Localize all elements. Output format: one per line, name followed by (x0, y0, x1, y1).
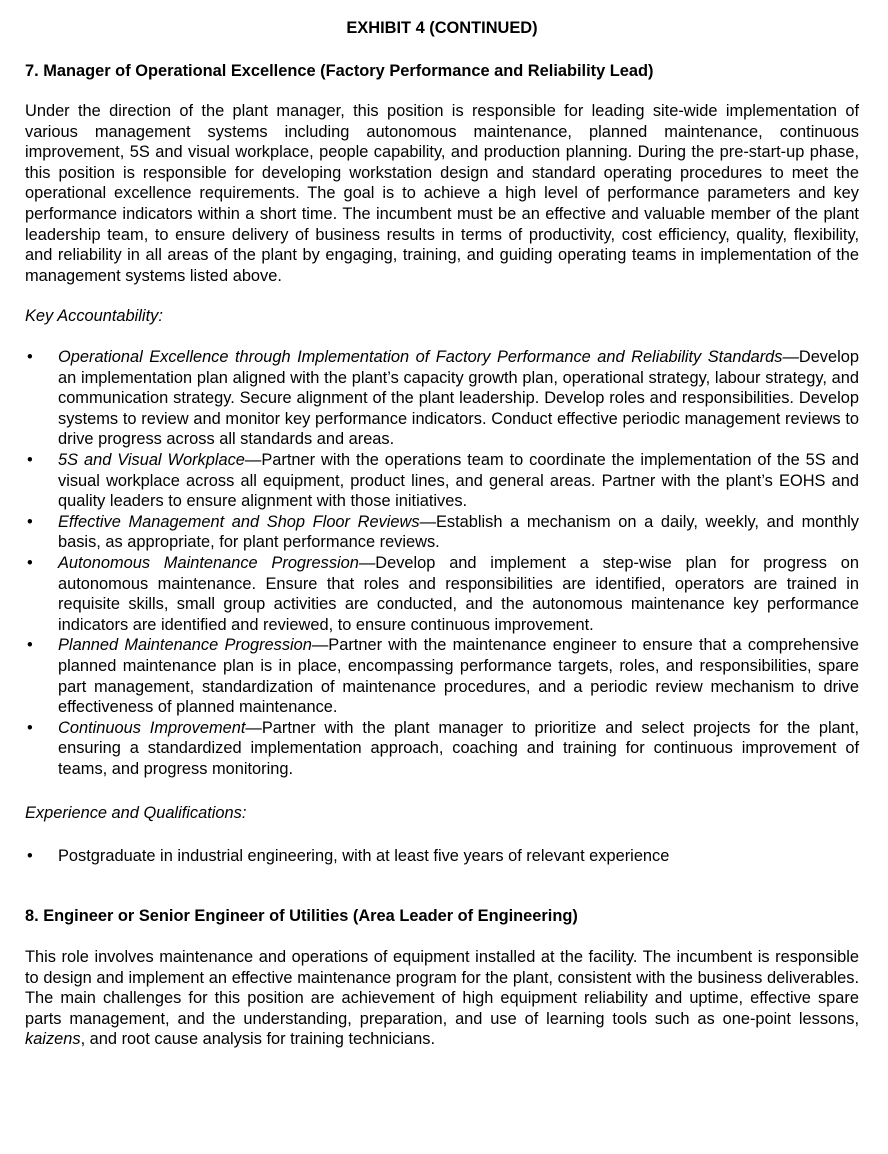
intro-text-end: , and root cause analysis for training technicians. (80, 1030, 435, 1049)
list-item (25, 347, 859, 450)
item-text: —Develop and implement a step-wise plan for progress on autonomous maintenance. Ensure that roles and responsibilities are identified, operators are trained in requisite skills, small group activities are conducted, and the autonomous maintenance key performance indicators are identified and reviewed, to ensure continuous improvement. (58, 553, 860, 634)
key-accountability-label (25, 306, 859, 327)
list-item (25, 553, 859, 635)
item-lead: Continuous Improvement (58, 718, 246, 737)
exhibit-title: EXHIBIT 4 (CONTINUED) (346, 19, 538, 37)
item-text: —Establish a mechanism on a daily, weekly, and monthly basis, as appropriate, for plant performance reviews. (58, 512, 859, 552)
item-lead: Effective Management and Shop Floor Reviews (58, 512, 420, 531)
qualifications-list (25, 846, 859, 867)
qualifications-label (25, 803, 859, 824)
label-text: Experience and Qualifications: (25, 804, 247, 822)
section-8-intro (25, 947, 859, 1050)
item-text: —Partner with the operations team to coordinate the implementation of the 5S and visual workplace across all equipment, product lines, and general areas. Partner with the plant’s EOHS and quality leaders to ensure alignment with those initiatives. (58, 450, 859, 511)
item-lead: Autonomous Maintenance Progression (58, 553, 359, 572)
item-text: —Partner with the maintenance engineer to ensure that a comprehensive planned maintenance plan is in place, encompassing performance targets, roles, and responsibilities, spare part management, standardization of maintenance procedures, and a periodic review mechanism to drive effectiveness of planned maintenance. (58, 636, 859, 717)
bullet-icon: • (27, 512, 33, 531)
label-text: Key Accountability: (25, 307, 163, 325)
accountability-list (25, 347, 859, 779)
intro-text: This role involves maintenance and operations of equipment installed at the facility. The incumbent is responsible to design and implement an effective maintenance program for the plant, consistent with the business deliverables. The main challenges for this position are achievement of high equipment reliability and uptime, effective spare parts management, and the understanding, preparation, and use of learning tools such as one-point lessons, (25, 948, 859, 1028)
list-item (25, 846, 859, 867)
intro-italic: kaizens (25, 1030, 81, 1049)
item-text: —Develop an implementation plan aligned with the plant’s capacity growth plan, operational strategy, labour strategy, and communication strategy. Secure alignment of the plant leadership. Develop roles and responsibilities. Develop systems to review and monitor key performance indicators. Conduct effective periodic management reviews to drive progress across all standards and areas. (58, 348, 859, 449)
item-lead: Operational Excellence through Implementation of Factory Performance and Reliability Standards (58, 348, 783, 366)
item-text: —Partner with the plant manager to prioritize and select projects for the plant, ensuring a standardized implementation approach, coaching and training for continuous improvement of teams, and progress monitoring. (58, 718, 860, 778)
list-item (25, 450, 859, 512)
bullet-icon: • (27, 847, 33, 865)
list-item (25, 718, 859, 780)
list-item (25, 635, 859, 717)
bullet-icon: • (27, 348, 33, 366)
bullet-icon: • (27, 450, 33, 469)
list-item (25, 512, 859, 553)
bullet-icon: • (27, 718, 33, 737)
item-lead: Planned Maintenance Progression (58, 636, 312, 655)
bullet-icon: • (27, 636, 33, 655)
item-lead: 5S and Visual Workplace (58, 450, 245, 469)
bullet-icon: • (27, 553, 33, 572)
section-8-heading: 8. Engineer or Senior Engineer of Utilities (Area Leader of Engineering) (25, 907, 578, 925)
section-7-intro: Under the direction of the plant manager, this position is responsible for leading site-wide implementation of various management systems including autonomous maintenance, planned maintenance, continuous improvement, 5S and visual workplace, people capability, and production planning. During the pre-start-up phase, this position is responsible for developing workstation design and standard operating procedures to meet the operational excellence requirements. The goal is to achieve a high level of performance parameters and key performance indicators within a short time. The incumbent must be an effective and valuable member of the plant leadership team, to ensure delivery of business results in terms of productivity, cost efficiency, quality, flexibility, and reliability in all areas of the plant by engaging, training, and guiding operating teams in implementation of the management systems listed above. (25, 102, 859, 285)
item-text: Postgraduate in industrial engineering, with at least five years of relevant experience (58, 847, 670, 865)
section-7-heading: 7. Manager of Operational Excellence (Factory Performance and Reliability Lead) (25, 62, 654, 80)
